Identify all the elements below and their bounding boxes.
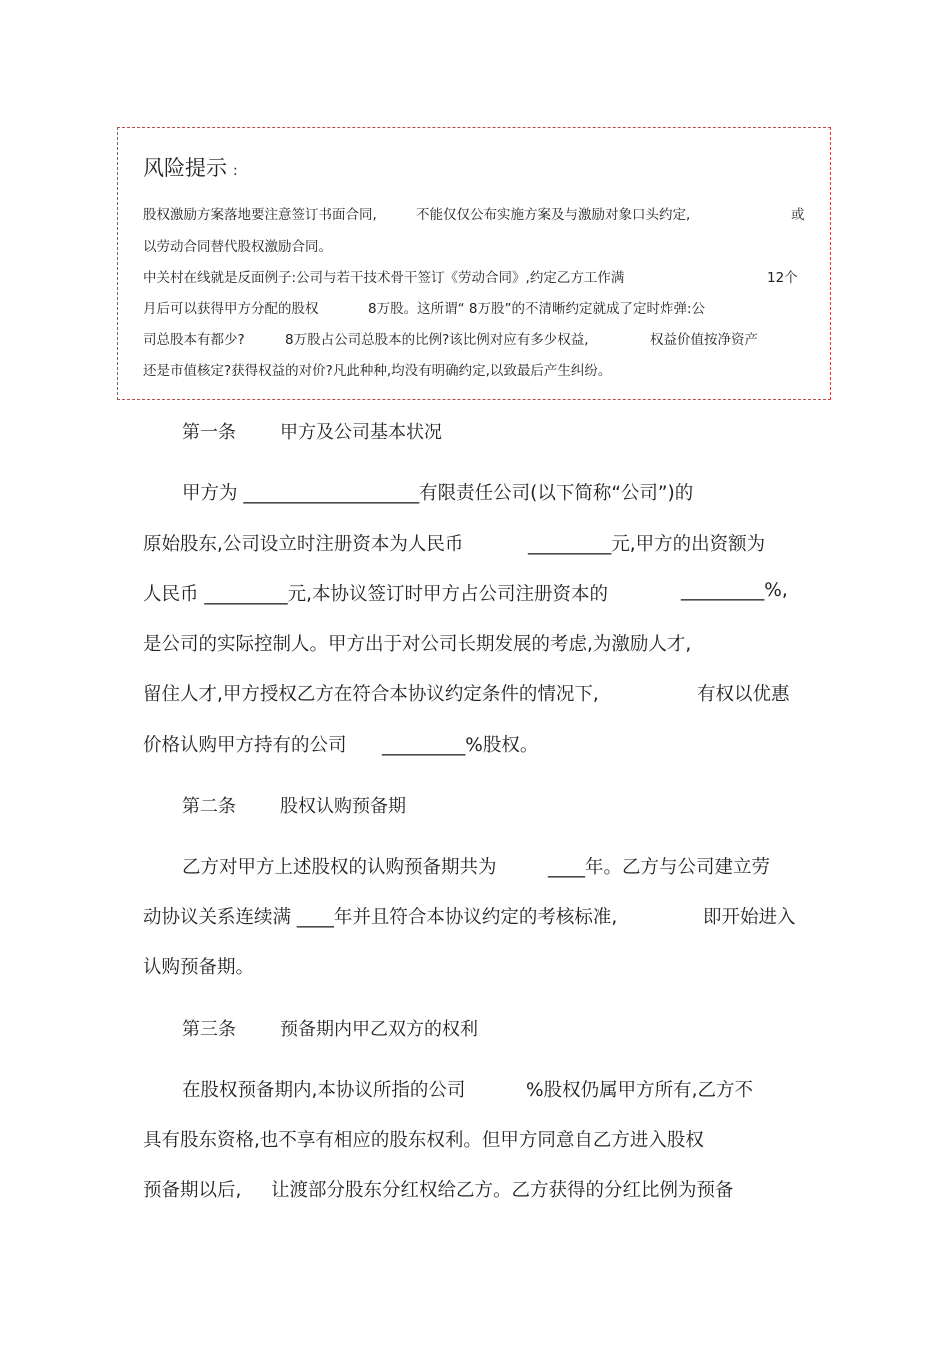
risk-line-5-a: 司总股本有都少? <box>143 332 245 348</box>
article-1-line-2-a: 原始股东,公司设立时注册资本为人民币 <box>143 534 464 555</box>
risk-line-5-c: 权益价值按净资产 <box>650 332 758 348</box>
risk-title-colon: : <box>233 163 238 179</box>
article-3-line-1-b: %股权仍属甲方所有,乙方不 <box>526 1080 753 1101</box>
article-2-title: 股权认购预备期 <box>280 796 406 817</box>
article-1-title: 甲方及公司基本状况 <box>280 422 442 443</box>
article-1-line-3-a: 人民币 _________元,本协议签订时甲方占公司注册资本的 <box>143 584 609 605</box>
risk-line-4-a: 月后可以获得甲方分配的股权 <box>143 301 319 317</box>
article-1-line-4-text: 是公司的实际控制人。甲方出于对公司长期发展的考虑,为激励人才, <box>143 634 692 655</box>
risk-line-3-b: 12个 <box>767 270 798 286</box>
article-1-line-3-b: _________%, <box>681 580 788 601</box>
risk-line-1-a: 股权激励方案落地要注意签订书面合同, <box>143 207 377 223</box>
risk-line-4-b: 8万股。这所谓“ 8万股”的不清晰约定就成了定时炸弹:公 <box>368 301 706 317</box>
article-3-title: 预备期内甲乙双方的权利 <box>280 1019 478 1040</box>
article-3-line-3-a: 预备期以后, <box>143 1180 242 1201</box>
article-3-number: 第三条 <box>182 1019 236 1040</box>
risk-line-3-a: 中关村在线就是反面例子:公司与若干技术骨干签订《劳动合同》,约定乙方工作满 <box>143 270 625 286</box>
article-2-line-1-a: 乙方对甲方上述股权的认购预备期共为 <box>182 857 497 878</box>
article-2-number: 第二条 <box>182 796 236 817</box>
article-1-line-6-b: _________%股权。 <box>382 735 539 756</box>
article-3-line-3-b: 让渡部分股东分红权给乙方。乙方获得的分红比例为预备 <box>271 1180 734 1201</box>
article-2-heading <box>182 792 406 818</box>
article-1-line-5-b: 有权以优惠 <box>697 684 790 705</box>
risk-title <box>143 152 238 182</box>
article-3-line-2-text: 具有股东资格,也不享有相应的股东权利。但甲方同意自乙方进入股权 <box>143 1130 704 1151</box>
article-1-heading <box>182 418 442 444</box>
article-3-heading <box>182 1015 478 1041</box>
article-2-line-2-a: 动协议关系连续满 ____年并且符合本协议约定的考核标准, <box>143 907 618 928</box>
article-2-line-3-text: 认购预备期。 <box>143 957 255 978</box>
article-1-number: 第一条 <box>182 422 236 443</box>
risk-line-2-text: 以劳动合同替代股权激励合同。 <box>143 239 332 255</box>
article-1-line-1-text: 甲方为 ___________________有限责任公司(以下简称“公司”)的 <box>182 483 694 504</box>
article-2-line-1-b: ____年。乙方与公司建立劳 <box>548 857 771 878</box>
article-1-line-5-a: 留住人才,甲方授权乙方在符合本协议约定条件的情况下, <box>143 684 599 705</box>
risk-line-1-c: 或 <box>791 207 805 223</box>
article-1-line-2-b: _________元,甲方的出资额为 <box>528 534 766 555</box>
risk-title-text: 风险提示 <box>143 156 227 180</box>
article-3-line-1-a: 在股权预备期内,本协议所指的公司 <box>182 1080 466 1101</box>
risk-line-5-b: 8万股占公司总股本的比例?该比例对应有多少权益, <box>285 332 589 348</box>
risk-line-6-text: 还是市值核定?获得权益的对价?凡此种种,均没有明确约定,以致最后产生纠纷。 <box>143 363 612 379</box>
article-1-line-6-a: 价格认购甲方持有的公司 <box>143 735 347 756</box>
risk-line-1-b: 不能仅仅公布实施方案及与激励对象口头约定, <box>416 207 691 223</box>
article-2-line-2-b: 即开始进入 <box>703 907 796 928</box>
